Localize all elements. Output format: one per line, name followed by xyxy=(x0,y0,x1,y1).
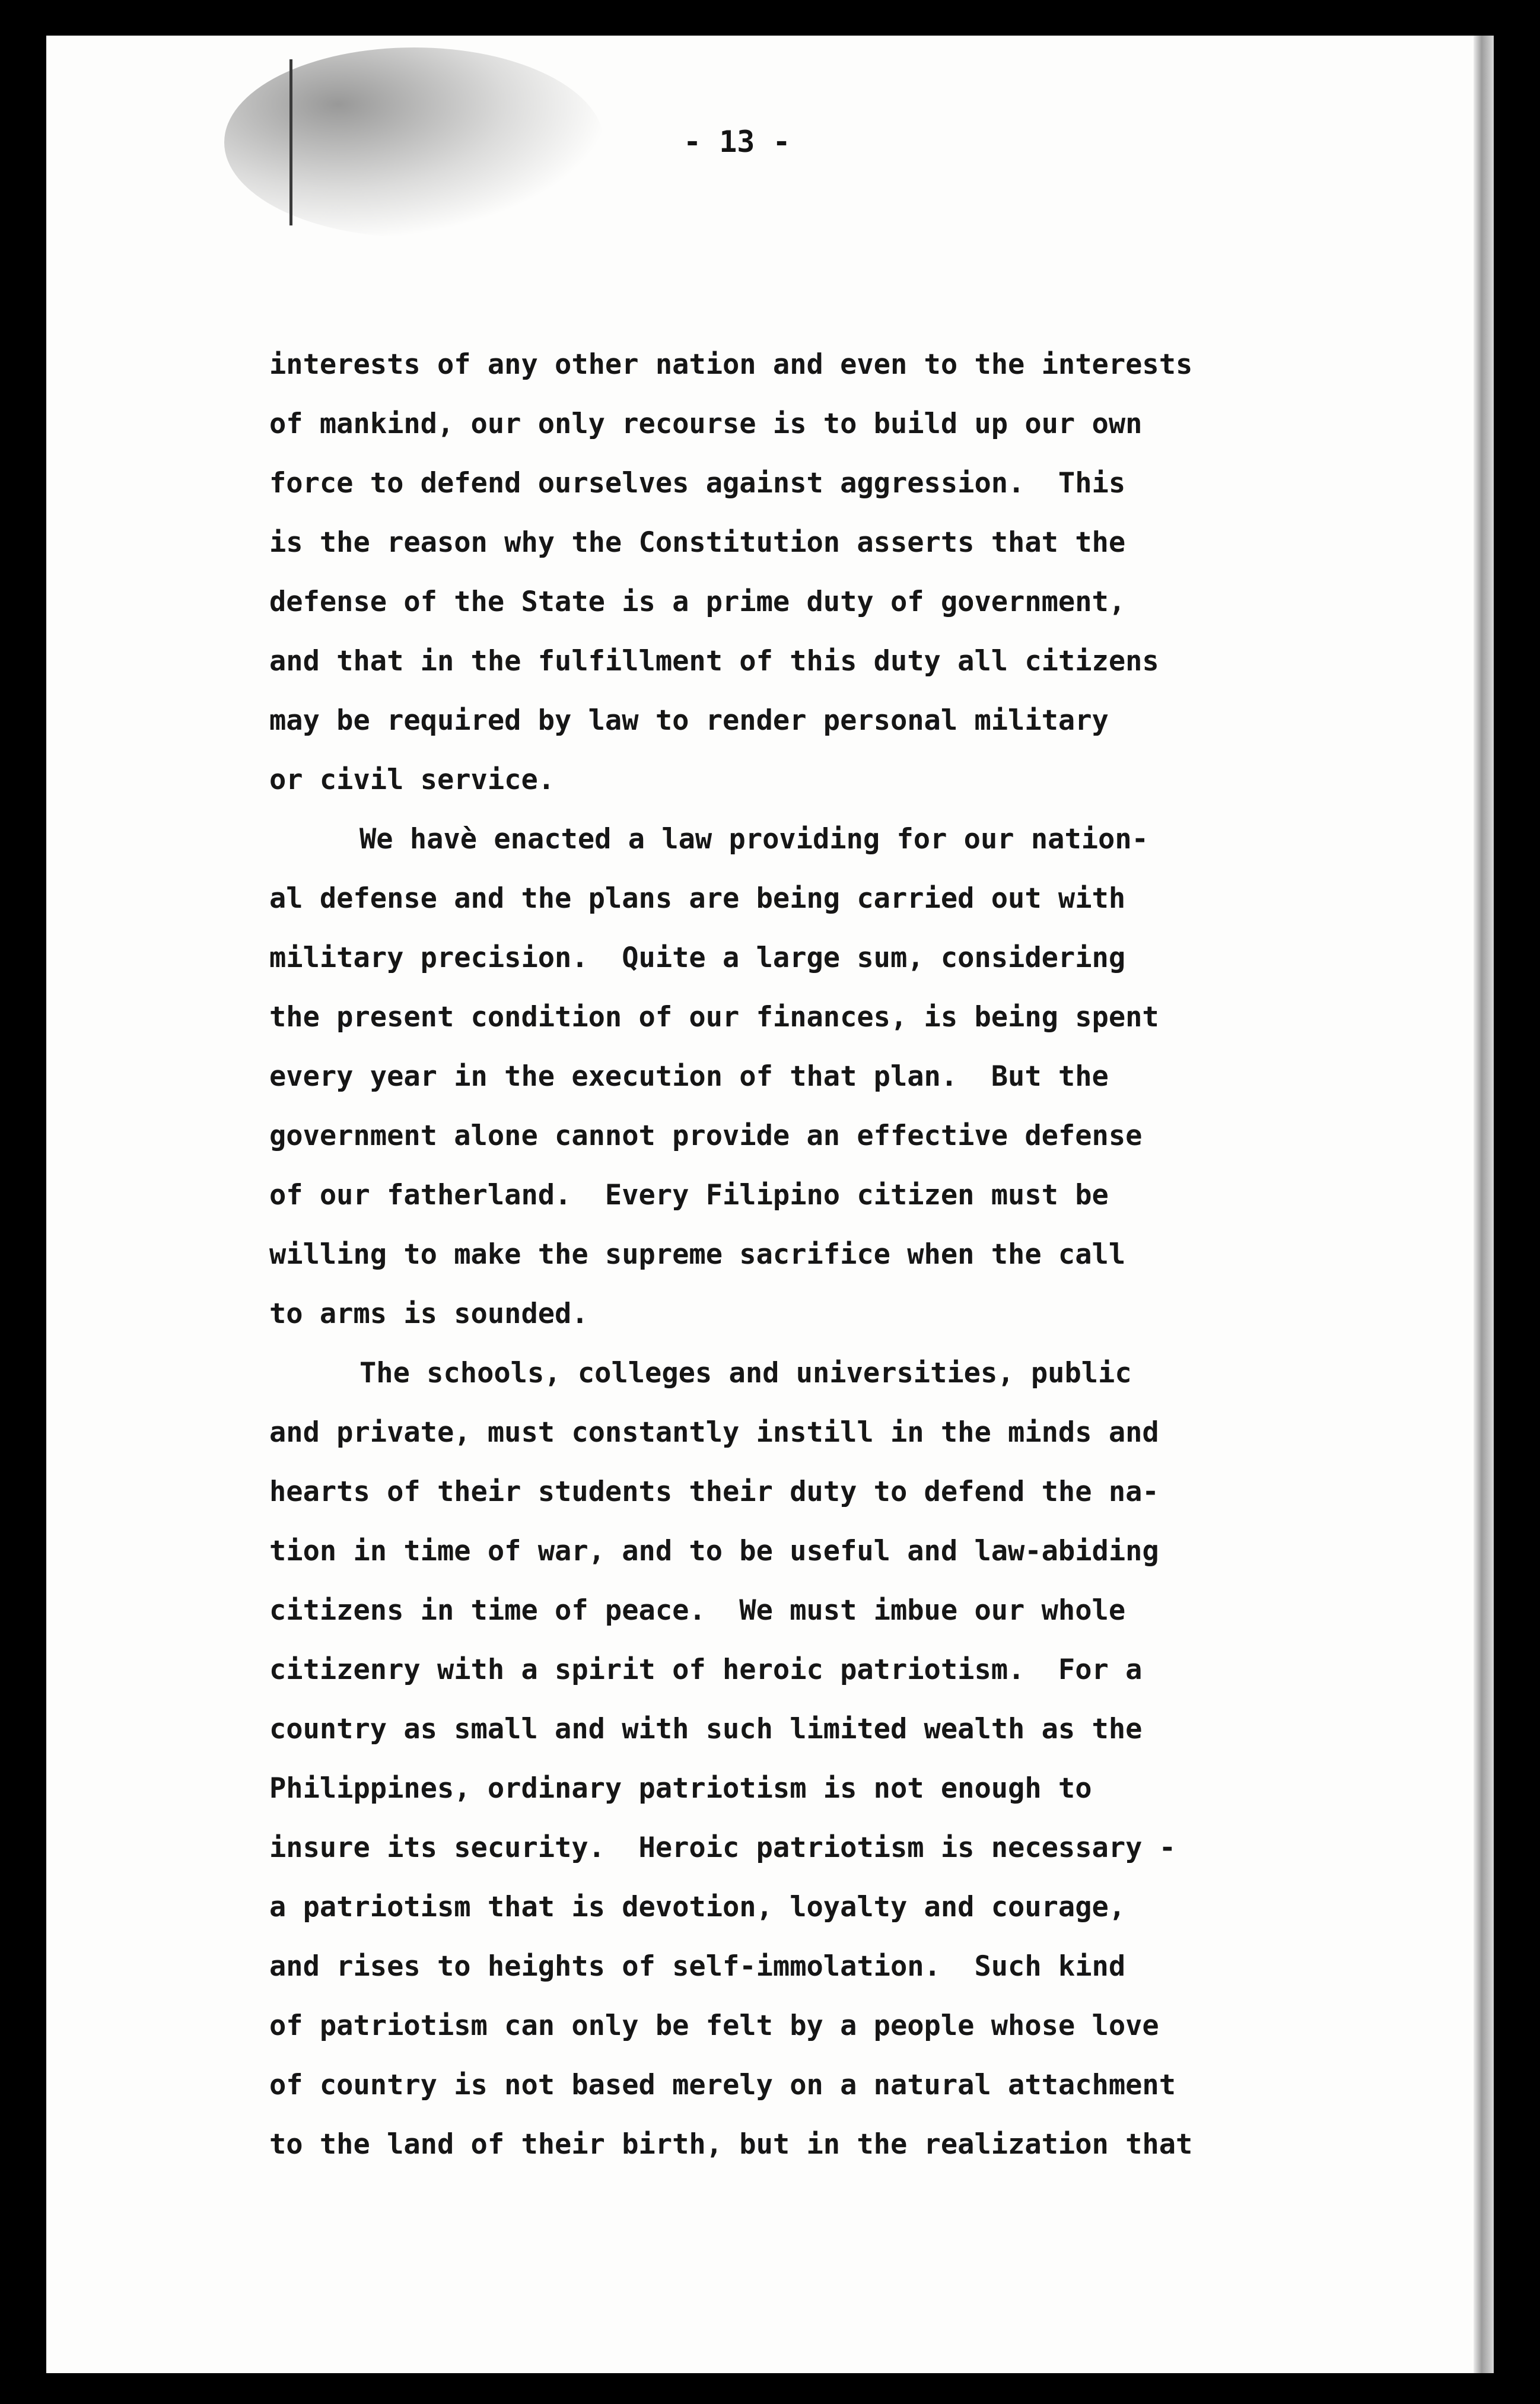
page-number: - 13 - xyxy=(683,125,791,159)
text-line: every year in the execution of that plan. But the xyxy=(269,1060,1109,1093)
text-line: insure its security. Heroic patriotism is necessary - xyxy=(269,1831,1176,1864)
smudge-mark xyxy=(224,47,604,237)
text-line: military precision. Quite a large sum, considering xyxy=(269,942,1126,974)
page-crease xyxy=(289,59,292,225)
text-line: force to defend ourselves against aggression. This xyxy=(269,467,1126,500)
text-line: may be required by law to render personal military xyxy=(269,704,1109,737)
text-line: and private, must constantly instill in the minds and xyxy=(269,1416,1159,1449)
text-line: The schools, colleges and universities, public xyxy=(359,1357,1132,1389)
text-line: and rises to heights of self-immolation. Such kind xyxy=(269,1950,1126,1983)
text-line: country as small and with such limited wealth as the xyxy=(269,1713,1143,1745)
text-line: of mankind, our only recourse is to build up our own xyxy=(269,408,1143,440)
page-edge xyxy=(1474,36,1494,2373)
text-line: willing to make the supreme sacrifice when the call xyxy=(269,1238,1126,1271)
text-line: interests of any other nation and even to the interests xyxy=(269,348,1193,381)
text-line: a patriotism that is devotion, loyalty and courage, xyxy=(269,1891,1126,1923)
text-line: government alone cannot provide an effective defense xyxy=(269,1120,1143,1152)
text-line: al defense and the plans are being carried out with xyxy=(269,882,1126,915)
text-line: citizenry with a spirit of heroic patriotism. For a xyxy=(269,1653,1143,1686)
text-line: of our fatherland. Every Filipino citizen must be xyxy=(269,1179,1109,1211)
text-line: We havè enacted a law providing for our nation- xyxy=(359,823,1148,856)
text-line: the present condition of our finances, is being spent xyxy=(269,1001,1159,1034)
text-line: Philippines, ordinary patriotism is not enough to xyxy=(269,1772,1092,1805)
text-line: citizens in time of peace. We must imbue our whole xyxy=(269,1594,1126,1627)
text-line: or civil service. xyxy=(269,764,555,796)
text-line: and that in the fulfillment of this duty all citizens xyxy=(269,645,1159,678)
text-line: hearts of their students their duty to defend the na- xyxy=(269,1476,1159,1508)
body-text xyxy=(269,335,1192,2174)
text-line: to arms is sounded. xyxy=(269,1298,588,1330)
text-line: defense of the State is a prime duty of government, xyxy=(269,586,1126,618)
text-line: tion in time of war, and to be useful and law-abiding xyxy=(269,1535,1159,1567)
text-line: is the reason why the Constitution asserts that the xyxy=(269,526,1126,559)
text-line: to the land of their birth, but in the realization that xyxy=(269,2128,1193,2161)
text-line: of country is not based merely on a natural attachment xyxy=(269,2069,1176,2101)
text-line: of patriotism can only be felt by a people whose love xyxy=(269,2009,1159,2042)
